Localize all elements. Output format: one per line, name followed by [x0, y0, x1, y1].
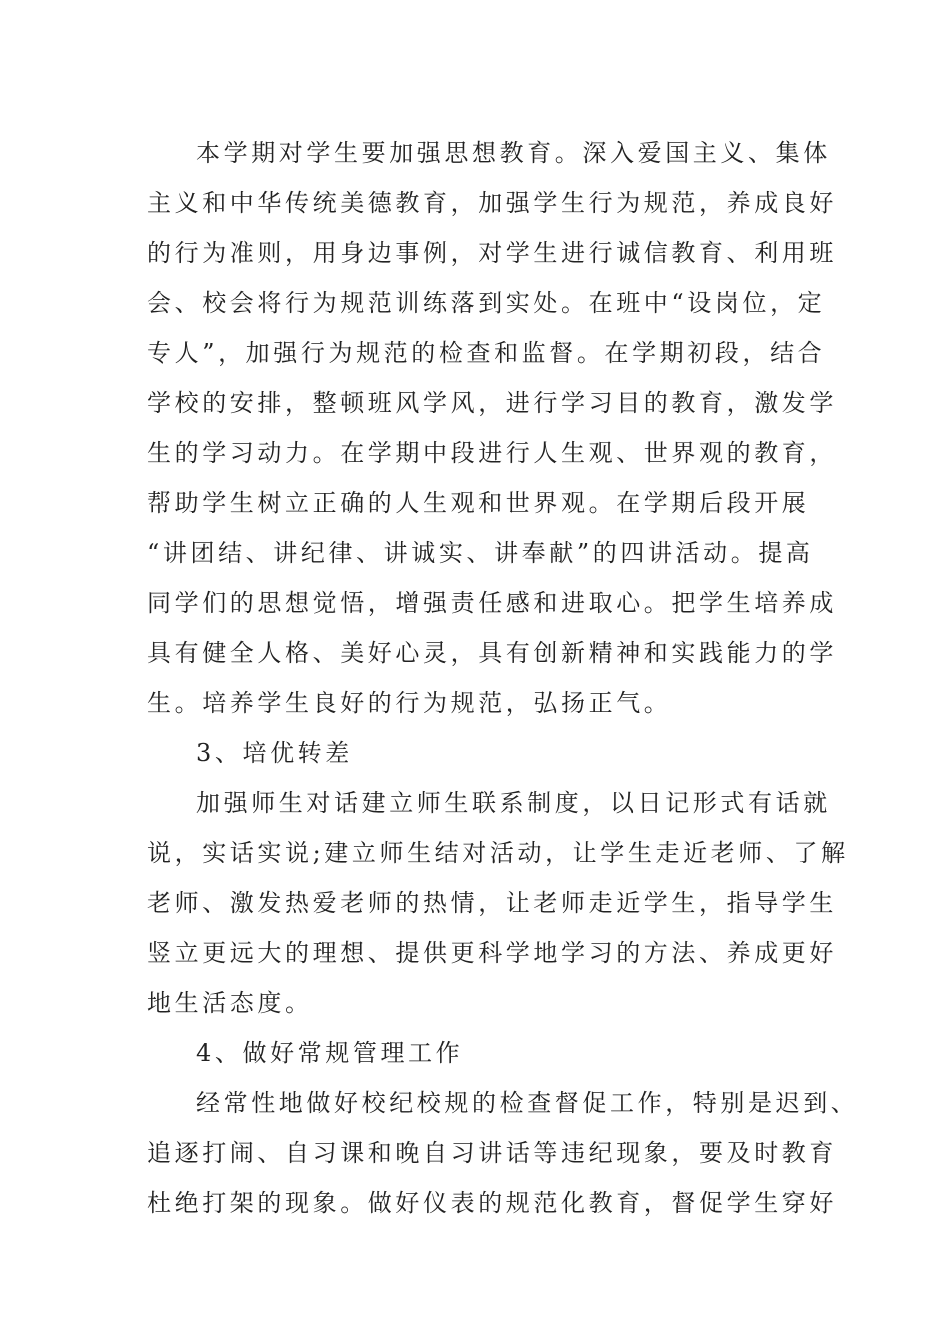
paragraph-1-line-8: 帮助学生树立正确的人生观和世界观。在学期后段开展: [147, 489, 810, 517]
paragraph-1-line-12: 生。培养学生良好的行为规范，弘扬正气。: [147, 689, 672, 717]
paragraph-3-line-1: 经常性地做好校纪校规的检查督促工作，特别是迟到、: [196, 1089, 859, 1117]
paragraph-2-line-5: 地生活态度。: [147, 989, 313, 1017]
paragraph-1-line-11: 具有健全人格、美好心灵，具有创新精神和实践能力的学: [147, 639, 837, 667]
paragraph-1-line-6: 学校的安排，整顿班风学风，进行学习目的教育，激发学: [147, 389, 837, 417]
paragraph-2-line-3: 老师、激发热爱老师的热情，让老师走近学生，指导学生: [147, 889, 837, 917]
paragraph-3-line-2: 追逐打闹、自习课和晚自习讲话等违纪现象，要及时教育: [147, 1139, 837, 1167]
paragraph-1-line-1: 本学期对学生要加强思想教育。深入爱国主义、集体: [196, 139, 831, 167]
paragraph-2-line-1: 加强师生对话建立师生联系制度，以日记形式有话就: [196, 789, 831, 817]
paragraph-1-line-2: 主义和中华传统美德教育，加强学生行为规范，养成良好: [147, 189, 837, 217]
paragraph-1-line-5: 专人”，加强行为规范的检查和监督。在学期初段，结合: [147, 339, 826, 367]
paragraph-1-line-10: 同学们的思想觉悟，增强责任感和进取心。把学生培养成: [147, 589, 837, 617]
paragraph-1-line-7: 生的学习动力。在学期中段进行人生观、世界观的教育，: [147, 439, 837, 467]
paragraph-3-line-3: 杜绝打架的现象。做好仪表的规范化教育，督促学生穿好: [147, 1189, 837, 1217]
paragraph-1-line-4: 会、校会将行为规范训练落到实处。在班中“设岗位，定: [147, 289, 826, 317]
paragraph-2-line-4: 竖立更远大的理想、提供更科学地学习的方法、养成更好: [147, 939, 837, 967]
paragraph-1-line-9: “讲团结、讲纪律、讲诚实、讲奉献”的四讲活动。提高: [147, 539, 814, 567]
section-heading-3: 3、培优转差: [196, 739, 353, 767]
paragraph-1-line-3: 的行为准则，用身边事例，对学生进行诚信教育、利用班: [147, 239, 837, 267]
paragraph-2-line-2: 说，实话实说;建立师生结对活动，让学生走近老师、了解: [147, 839, 849, 867]
section-heading-4: 4、做好常规管理工作: [196, 1039, 464, 1067]
